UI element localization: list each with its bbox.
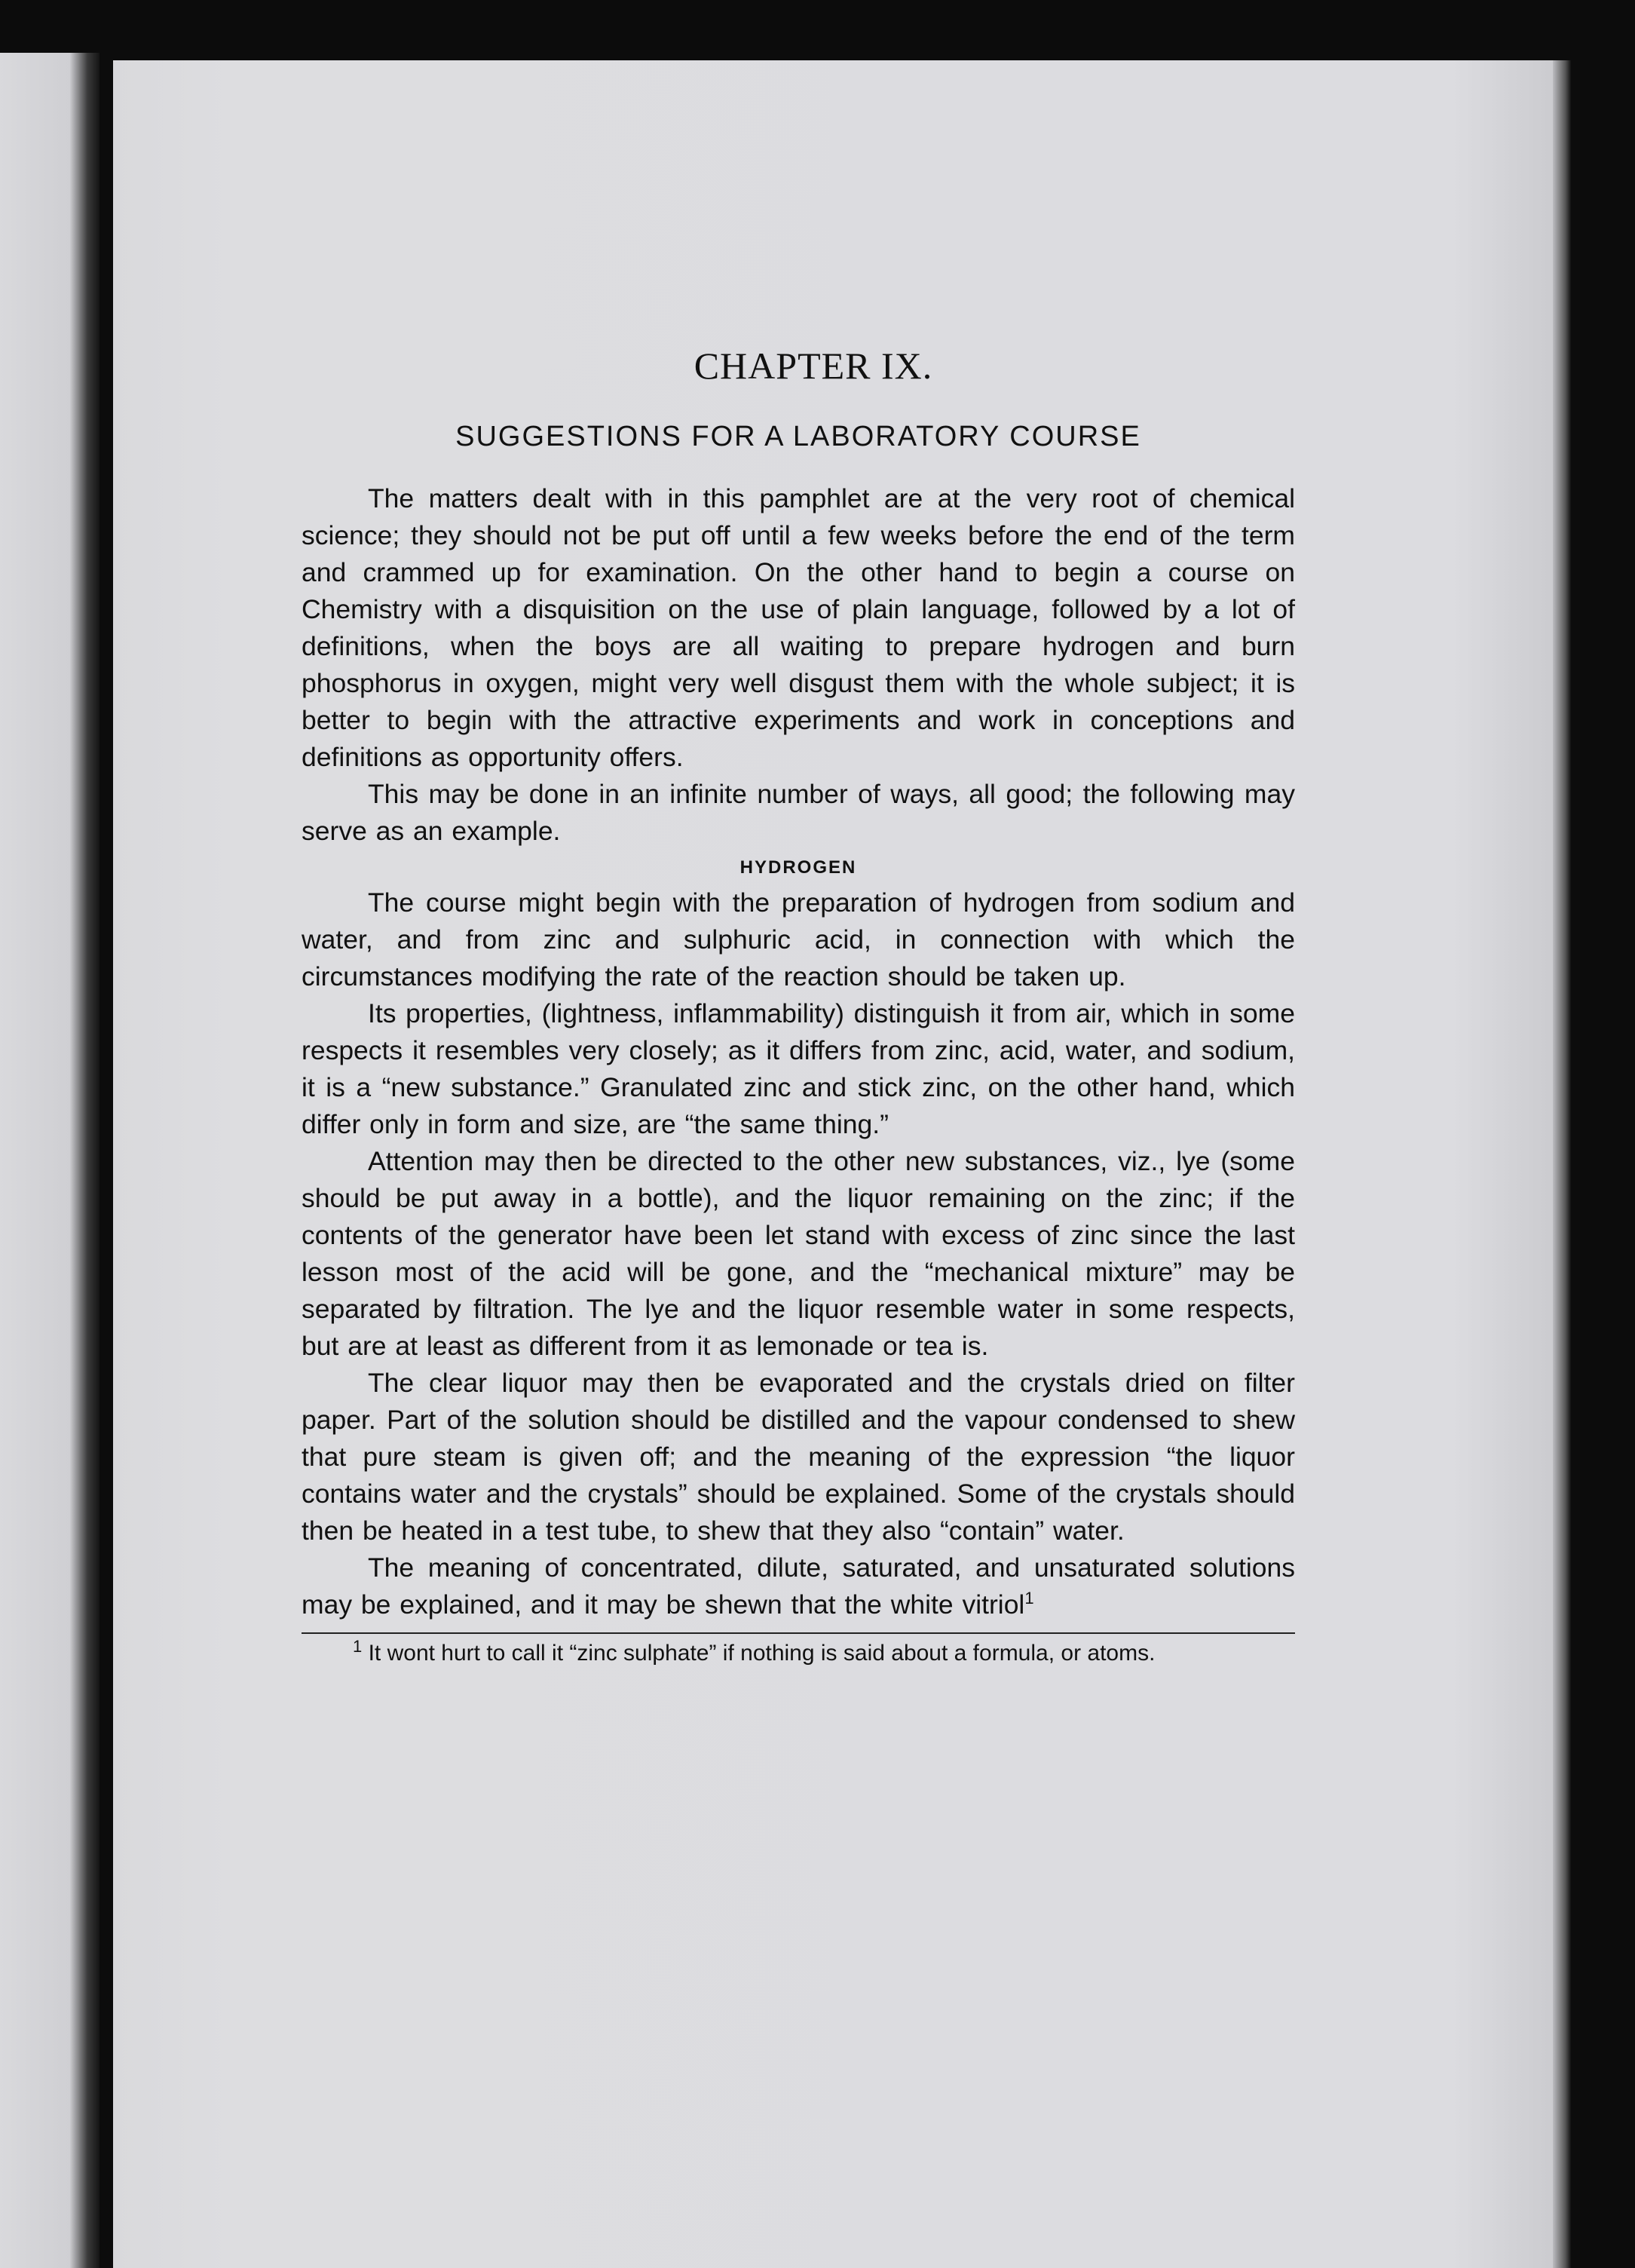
paragraph: The matters dealt with in this pamphlet are at the very root of chemical science; they should not be put off until a few weeks before the end of the term and crammed up for examination. On the other hand to begin a course on Chemistry with a disquisition on the use of plain language, followed by a lot of definitions, when the boys are all waiting to prepare hydrogen and burn phosphorus in oxygen, might very well disgust them with the whole subject; it is better to begin with the attractive experiments and work in conceptions and definitions as opportunity offers. — [302, 483, 1295, 772]
facing-page-edge — [0, 53, 100, 2268]
paragraph-last-text: The meaning of concentrated, dilute, saturated, and unsaturated solutions may be explained, and it may be shewn that the white vitriol — [302, 1552, 1295, 1620]
footnote-reference: 1 — [1024, 1589, 1034, 1608]
paragraph: The clear liquor may then be evaporated and the crystals dried on filter paper. Part of the solution should be distilled and the vapour condensed to shew that pure steam is given off; and the meaning of the expression “the liquor contains water and the crystals” should be explained. Some of the crystals should then be heated in a test tube, to shew that they also “contain” water. — [302, 1368, 1295, 1546]
paragraph: Its properties, (lightness, inflammability) distinguish it from air, which in some respects it resembles very closely; as it differs from zinc, acid, water, and sodium, it is a “new substance.” Granulated zinc and stick zinc, on the other hand, which differ only in form and size, are “the same thing.” — [302, 998, 1295, 1139]
footnote-rule — [302, 1632, 1295, 1634]
paragraph: Attention may then be directed to the other new substances, viz., lye (some should be put away in a bottle), and the liquor remaining on the zinc; if the contents of the generator have been let stand with excess of zinc since the last lesson most of the acid will be gone, and the “mechanical mixture” may be separated by filtration. The lye and the liquor resemble water in some respects, but are at least as different from it as lemonade or tea is. — [302, 1146, 1295, 1361]
paragraph-last — [302, 1549, 1295, 1623]
section-heading: HYDROGEN — [739, 857, 857, 878]
footnote-marker: 1 — [353, 1637, 363, 1656]
page-gutter-shadow — [1553, 60, 1571, 2268]
page-text-block — [302, 343, 1295, 1669]
paragraph: This may be done in an infinite number of ways, all good; the following may serve as an example. — [302, 779, 1295, 846]
chapter-subtitle: SUGGESTIONS FOR A LABORATORY COURSE — [455, 421, 1141, 452]
paragraph: The course might begin with the preparation of hydrogen from sodium and water, and from zinc and sulphuric acid, in connection with which the circumstances modifying the rate of the reaction should be taken up. — [302, 887, 1295, 991]
footnote-text: It wont hurt to call it “zinc sulphate” if nothing is said about a formula, or atoms. — [368, 1641, 1156, 1666]
footnote — [302, 1638, 1295, 1669]
chapter-title: CHAPTER IX. — [693, 345, 933, 387]
